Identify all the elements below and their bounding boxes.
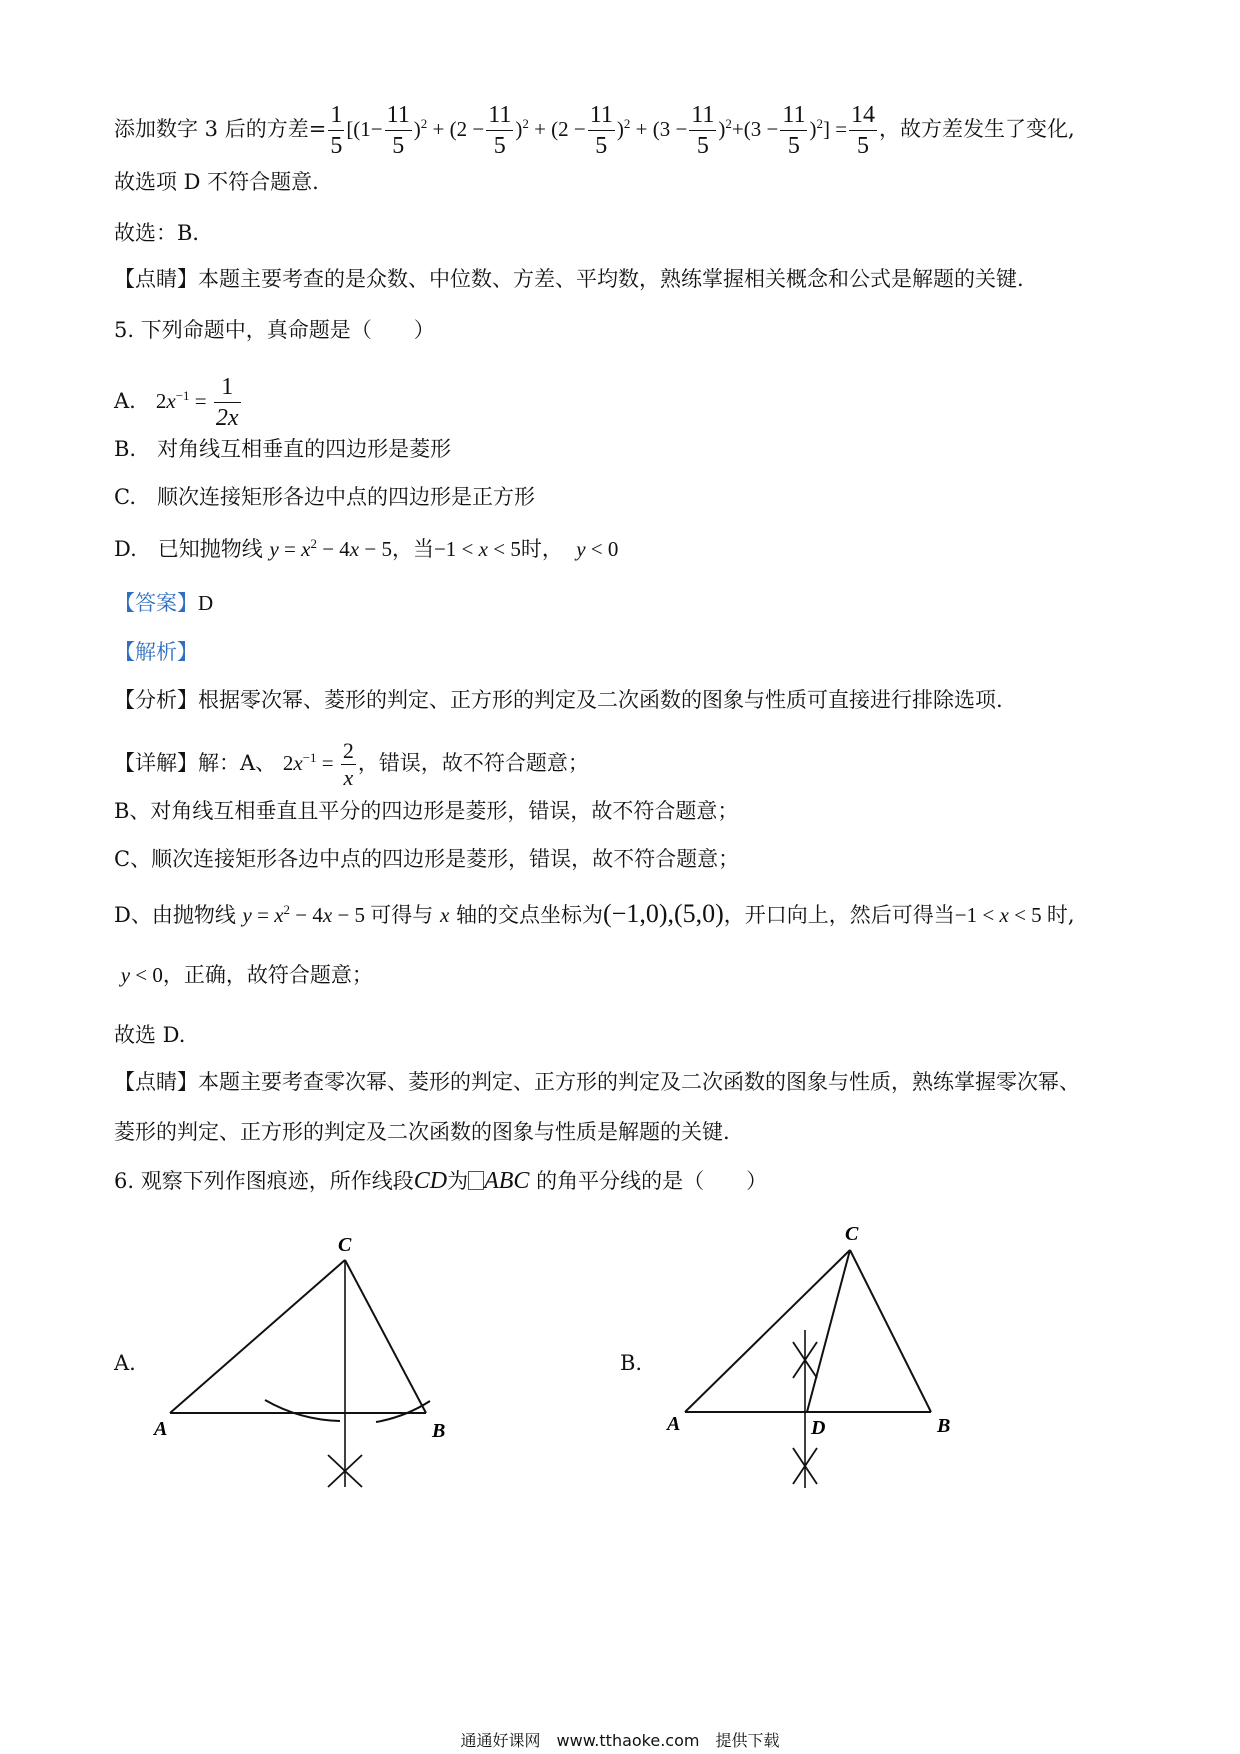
fraction-eleven-fifths: $\frac{11}{5}$ (691, 102, 715, 159)
xiangjie-d2-post: ，正确，故符合题意； (162, 963, 373, 987)
xiangjie-a-pre: 解：A、 (198, 751, 277, 775)
answer-value: D (198, 591, 214, 615)
vertex-d-label: D (811, 1417, 826, 1439)
xiangjie-c: C、顺次连接矩形各边中点的四边形是菱形，错误，故不符合题意； (114, 847, 740, 871)
dianjing-2-line2: 菱形的判定、正方形的判定及二次函数的图象与性质是解题的关键. (114, 1120, 730, 1144)
fraction-2-over-x: $\frac{2}{x}$ (342, 738, 354, 790)
figure-a-diagram (140, 1225, 480, 1495)
xiangjie-d-line2: y < 0，正确，故符合题意； (120, 963, 373, 987)
fraction-one-over-2x: $\frac{1}{2x}$ (215, 374, 239, 431)
choice-b-line: 故选：B． (114, 221, 214, 245)
fraction-eleven-fifths: $\frac{11}{5}$ (782, 102, 806, 159)
option-b: B. 对角线互相垂直的四边形是菱形 (114, 437, 452, 461)
variance-tail: ，故方差发生了变化, (879, 117, 1075, 141)
vertex-b-label: B (937, 1415, 951, 1437)
fenxi-tag: 【分析】 (114, 688, 198, 712)
variance-lead: 添加数字 3 后的方差= (114, 117, 327, 141)
xiangjie-d-line1: D、由抛物线 $y = x^2 - 4x - 5$ 可得与 x 轴的交点坐标为(−1,0),(5,0)，开口向上，然后可得当−1 < x < 5 时, (114, 899, 1075, 928)
q6-pre: 6. 观察下列作图痕迹，所作线段 (114, 1169, 414, 1193)
vertex-b-label: B (432, 1420, 446, 1442)
fraction-one-fifth: $\frac{1}{5}$ (330, 102, 343, 159)
q6-post: 的角平分线的是（ ） (536, 1169, 768, 1193)
option-a-label: A. (114, 389, 136, 413)
vertex-c-label: C (338, 1234, 352, 1256)
vertex-a-label: A (667, 1413, 681, 1435)
xiangjie-a: 【详解】解：A、 $2x^{-1}$ = $\frac{2}{x}$ ，错误，故不符合题意； (114, 738, 589, 790)
fenxi-text: 根据零次幂、菱形的判定、正方形的判定及二次函数的图象与性质可直接进行排除选项. (198, 688, 1003, 712)
analysis-tag (114, 637, 198, 667)
dianjing-tag: 【点睛】 (114, 267, 198, 291)
option-a: A. $2x^{-1}$ = $\frac{1}{2x}$ (114, 374, 239, 431)
q6-mid: 为 (447, 1169, 469, 1193)
fraction-eleven-fifths: $\frac{11}{5}$ (386, 102, 410, 159)
xiangjie-d-mid2: 轴的交点坐标为 (456, 903, 603, 927)
fenxi-line (114, 685, 1003, 715)
answer-tag: 【答案】 (114, 591, 198, 615)
variance-line: 添加数字 3 后的方差= $\frac{1}{5}$ [(1− $\frac{11}{5}$ )$^2$ + (2 − $\frac{11}{5}$ )$^2$ + (2 − $\frac{11}{5}$ )$^2$ + (3 − $\frac{11}{5}$ )$^2$+(3 − $\frac{11}{5}$ )$^2$] = $\frac{14}{5}$ ，故方差发生了变化, (114, 102, 1075, 159)
fraction-eleven-fifths: $\frac{11}{5}$ (488, 102, 512, 159)
vertex-c-label: C (845, 1223, 859, 1245)
option-d-label: D. 已知抛物线 (114, 537, 263, 561)
question-5-title: 5. 下列命题中，真命题是（ ） (114, 318, 435, 342)
dianjing-1 (114, 264, 1024, 294)
figure-b-diagram (655, 1220, 985, 1510)
analysis-tag-text: 【解析】 (114, 640, 198, 664)
page-footer: 通通好课网 www.tthaoke.com 提供下载 (460, 1731, 780, 1750)
xiangjie-d-mid: 可得与 (370, 903, 434, 927)
option-d: D. 已知抛物线 $y = x^2 - 4x - 5$，当−1 < x < 5时， y < 0 (114, 536, 619, 561)
triangle-placeholder-icon (468, 1171, 484, 1190)
xiangjie-b: B、对角线互相垂直且平分的四边形是菱形，错误，故不符合题意； (114, 799, 739, 823)
option-c: C. 顺次连接矩形各边中点的四边形是正方形 (114, 485, 535, 509)
question-6-title: 6. 观察下列作图痕迹，所作线段CD为 ABC 的角平分线的是（ ） (114, 1168, 768, 1194)
figure-a-label: A. (114, 1351, 136, 1375)
xiangjie-d-pre: D、由抛物线 (114, 903, 236, 927)
dianjing-text: 本题主要考查的是众数、中位数、方差、平均数，熟练掌握相关概念和公式是解题的关键. (198, 267, 1024, 291)
xiangjie-d-mid3: ，开口向上，然后可得当 (723, 903, 955, 927)
xiangjie-d-post: 时, (1046, 903, 1075, 927)
option-d-not-match: 故选项 D 不符合题意. (114, 170, 319, 194)
dianjing2-text1: 本题主要考查零次幂、菱形的判定、正方形的判定及二次函数的图象与性质，熟练掌握零次幂、 (198, 1070, 1080, 1094)
dianjing2-tag: 【点睛】 (114, 1070, 198, 1094)
vertex-a-label: A (154, 1418, 168, 1440)
dianjing-2-line1 (114, 1067, 1080, 1097)
xiangjie-tag: 【详解】 (114, 751, 198, 775)
answer-line (114, 588, 213, 618)
option-d-mid: ，当 (391, 537, 434, 561)
xiangjie-a-post: ，错误，故不符合题意； (357, 751, 589, 775)
choice-d-line: 故选 D. (114, 1023, 186, 1047)
option-d-mid2: 时， (520, 537, 563, 561)
figure-b-label: B. (620, 1351, 643, 1375)
fraction-eleven-fifths: $\frac{11}{5}$ (589, 102, 613, 159)
fraction-result: $\frac{14}{5}$ (851, 102, 876, 159)
